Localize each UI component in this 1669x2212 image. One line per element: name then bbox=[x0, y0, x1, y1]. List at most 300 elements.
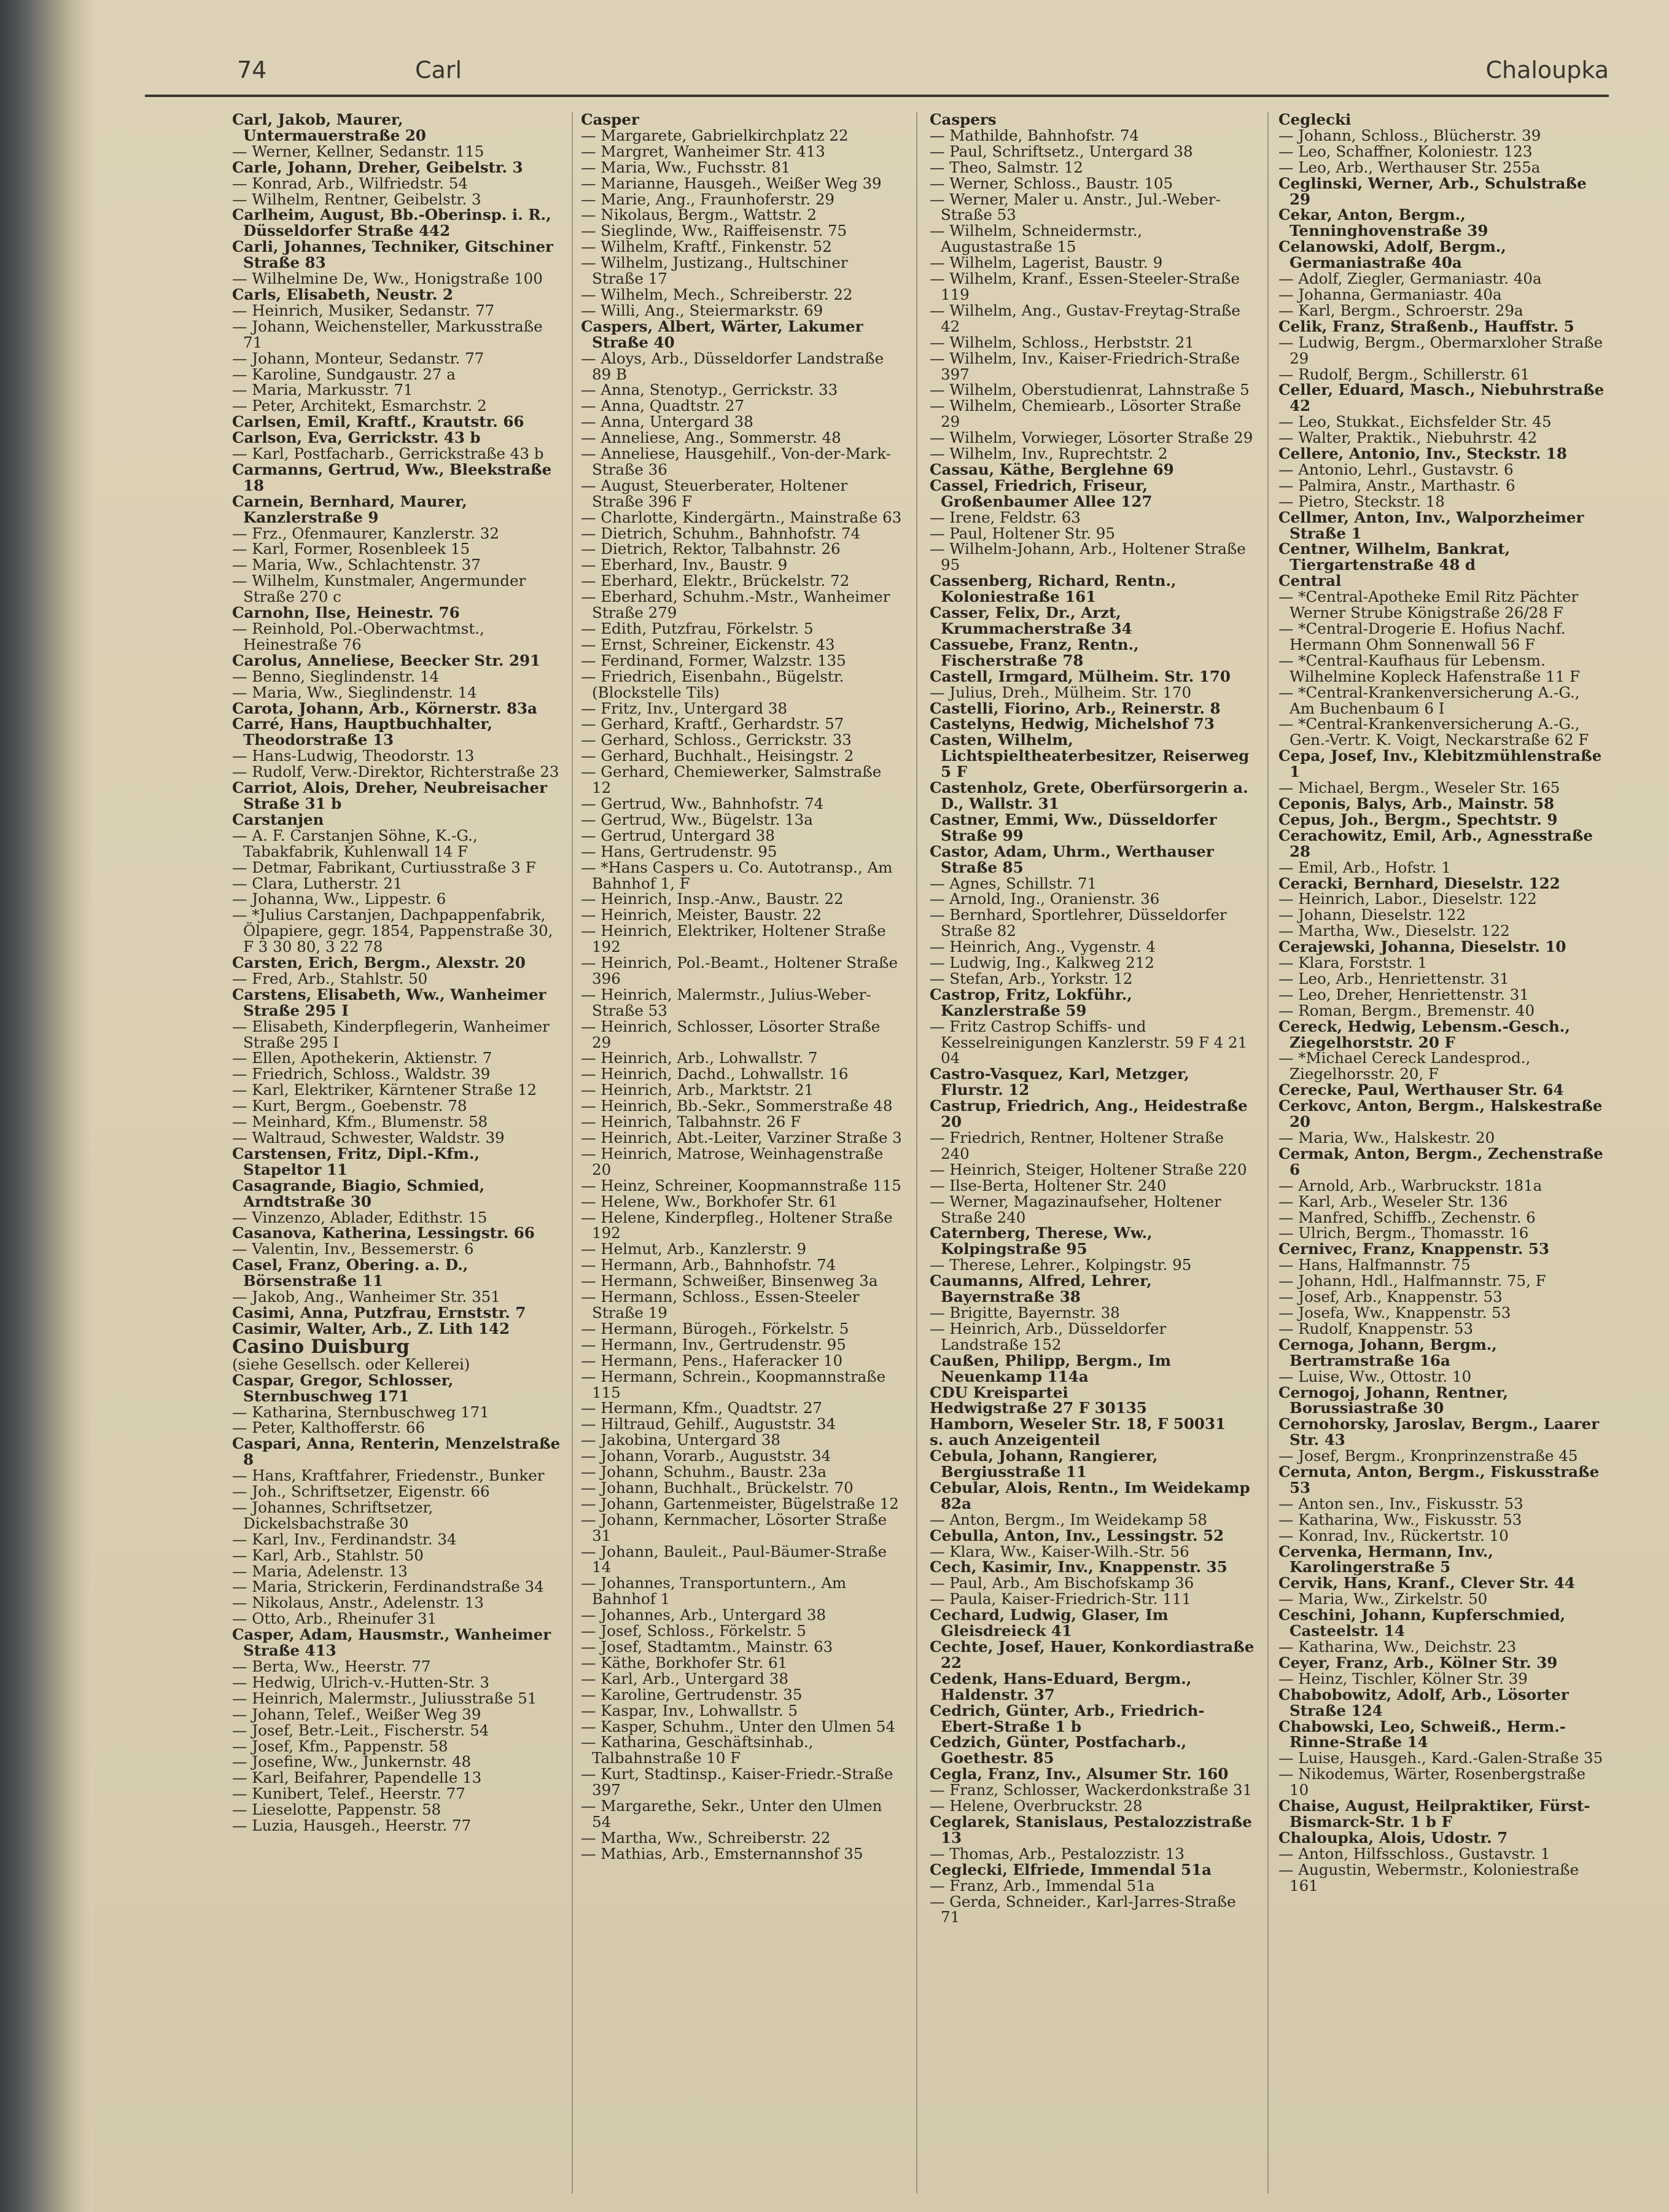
directory-entry: Castro-Vasquez, Karl, Metzger, Flurstr. 12 bbox=[930, 1065, 1189, 1099]
directory-entry: — Margarete, Gabrielkirchplatz 22 bbox=[581, 126, 849, 144]
directory-entry: Hamborn, Weseler Str. 18, F 50031 bbox=[930, 1415, 1226, 1433]
directory-entry: — Stefan, Arb., Yorkstr. 12 bbox=[930, 969, 1133, 987]
directory-entry: — Maria, Adelenstr. 13 bbox=[232, 1562, 408, 1580]
directory-entry: — Johannes, Schriftsetzer, Dickelsbachstraße 30 bbox=[232, 1498, 434, 1532]
directory-entry: — Wilhelm, Mech., Schreiberstr. 22 bbox=[581, 285, 853, 303]
directory-entry: — Gerda, Schneider., Karl-Jarres-Straße 71 bbox=[930, 1892, 1236, 1926]
directory-entry: — Heinrich, Schlosser, Lösorter Straße 29 bbox=[581, 1017, 881, 1051]
directory-entry: — Gertrud, Ww., Bügelstr. 13a bbox=[581, 810, 813, 828]
directory-entry: — Werner, Maler u. Anstr., Jul.-Weber-Straße 53 bbox=[930, 190, 1221, 224]
directory-entry: — Nikolaus, Anstr., Adelenstr. 13 bbox=[232, 1594, 484, 1612]
directory-entry: — Karl, Arb., Weseler Str. 136 bbox=[1278, 1192, 1508, 1210]
directory-entry: Cereck, Hedwig, Lebensm.-Gesch., Ziegelhorststr. 20 F bbox=[1278, 1017, 1570, 1051]
directory-entry: — Anton, Hilfsschloss., Gustavstr. 1 bbox=[1278, 1844, 1550, 1863]
directory-entry: — Emil, Arb., Hofstr. 1 bbox=[1278, 858, 1451, 876]
directory-entry: — Maria, Strickerin, Ferdinandstraße 34 bbox=[232, 1578, 544, 1596]
directory-entry: — Johannes, Arb., Untergard 38 bbox=[581, 1606, 827, 1624]
directory-entry: — Hans, Kraftfahrer, Friedenstr., Bunker bbox=[232, 1466, 545, 1485]
directory-entry: — Eberhard, Inv., Baustr. 9 bbox=[581, 556, 788, 574]
directory-entry: Carlson, Eva, Gerrickstr. 43 b bbox=[232, 429, 481, 447]
directory-entry: — Hermann, Kfm., Quadtstr. 27 bbox=[581, 1399, 822, 1417]
directory-entry: — Anton sen., Inv., Fiskusstr. 53 bbox=[1278, 1494, 1523, 1513]
directory-entry: — Berta, Ww., Heerstr. 77 bbox=[232, 1657, 431, 1675]
directory-entry: — Vinzenzo, Ablader, Edithstr. 15 bbox=[232, 1208, 488, 1226]
directory-entry: — Johann, Monteur, Sedanstr. 77 bbox=[232, 349, 484, 367]
directory-entry: — Gertrud, Untergard 38 bbox=[581, 826, 775, 844]
directory-entry: — Leo, Schaffner, Koloniestr. 123 bbox=[1278, 142, 1533, 160]
directory-entry: — Paul, Holtener Str. 95 bbox=[930, 524, 1115, 542]
directory-entry: — Werner, Schloss., Baustr. 105 bbox=[930, 174, 1173, 192]
directory-entry: — Karoline, Sundgaustr. 27 a bbox=[232, 365, 456, 383]
directory-entry: Casper bbox=[581, 112, 639, 128]
directory-entry: — Wilhelm, Kranf., Essen-Steeler-Straße 119 bbox=[930, 270, 1240, 303]
directory-entry: — Edith, Putzfrau, Förkelstr. 5 bbox=[581, 620, 814, 637]
directory-entry: — Wilhelm, Inv., Ruprechtstr. 2 bbox=[930, 445, 1168, 463]
directory-entry: Carnohn, Ilse, Heinestr. 76 bbox=[232, 604, 460, 622]
directory-entry: — Konrad, Inv., Rückertstr. 10 bbox=[1278, 1526, 1509, 1544]
directory-entry: Cassenberg, Richard, Rentn., Koloniestraße 161 bbox=[930, 572, 1177, 606]
directory-entry: — Maria, Markusstr. 71 bbox=[232, 381, 413, 399]
directory-entry: Caspers bbox=[930, 112, 997, 128]
directory-entry: — Kurt, Stadtinsp., Kaiser-Friedr.-Straße 397 bbox=[581, 1765, 893, 1799]
directory-entry: — Maria, Ww., Halskestr. 20 bbox=[1278, 1129, 1495, 1147]
directory-entry: — Heinz, Tischler, Kölner Str. 39 bbox=[1278, 1669, 1528, 1688]
directory-entry: — Leo, Arb., Werthauser Str. 255a bbox=[1278, 158, 1541, 176]
directory-entry: — Bernhard, Sportlehrer, Düsseldorfer Straße 82 bbox=[930, 906, 1227, 940]
directory-entry: Casper, Adam, Hausmstr., Wanheimer Straße 413 bbox=[232, 1626, 551, 1660]
directory-entry: — Heinz, Schreiner, Koopmannstraße 115 bbox=[581, 1176, 901, 1194]
directory-entry: Casagrande, Biagio, Schmied, Arndtstraße 30 bbox=[232, 1176, 485, 1210]
directory-entry: — Margret, Wanheimer Str. 413 bbox=[581, 142, 825, 160]
directory-entry: — Anna, Stenotyp., Gerrickstr. 33 bbox=[581, 381, 838, 399]
directory-entry: — Irene, Feldstr. 63 bbox=[930, 508, 1081, 526]
directory-entry: — Hermann, Schrein., Koopmannstraße 115 bbox=[581, 1367, 886, 1401]
directory-entry: Carriot, Alois, Dreher, Neubreisacher Straße 31 b bbox=[232, 779, 547, 812]
directory-entry: Casino Duisburg bbox=[232, 1335, 410, 1358]
directory-entry: Caußen, Philipp, Bergm., Im Neuenkamp 114a bbox=[930, 1351, 1171, 1385]
directory-entry: — Heinrich, Dachd., Lohwallstr. 16 bbox=[581, 1065, 849, 1083]
directory-entry: — Karl, Postfacharb., Gerrickstraße 43 b bbox=[232, 445, 544, 463]
directory-entry: Cernuta, Anton, Bergm., Fiskusstraße 53 bbox=[1278, 1463, 1600, 1497]
directory-entry: — Leo, Stukkat., Eichsfelder Str. 45 bbox=[1278, 413, 1552, 431]
directory-entry: Casel, Franz, Obering. a. D., Börsenstraße 11 bbox=[232, 1256, 469, 1290]
directory-entry: Central bbox=[1278, 572, 1342, 590]
directory-entry: — Helene, Ww., Borkhofer Str. 61 bbox=[581, 1192, 838, 1210]
directory-entry: Chabowski, Leo, Schweiß., Herm.-Rinne-Straße 14 bbox=[1278, 1717, 1566, 1751]
directory-entry: Cekar, Anton, Bergm., Tenninghovenstraße 39 bbox=[1278, 206, 1488, 240]
directory-entry: Cepa, Josef, Inv., Klebitzmühlenstraße 1 bbox=[1278, 747, 1602, 781]
directory-entry: — Reinhold, Pol.-Oberwachtmst., Heinestraße 76 bbox=[232, 620, 484, 653]
directory-entry: — Heinrich, Ang., Vygenstr. 4 bbox=[930, 938, 1156, 956]
directory-entry: Carle, Johann, Dreher, Geibelstr. 3 bbox=[232, 158, 523, 176]
directory-entry: — Fritz Castrop Schiffs- und Kesselreinigungen Kanzlerstr. 59 F 4 21 04 bbox=[930, 1017, 1248, 1067]
directory-entry: Chaloupka, Alois, Udostr. 7 bbox=[1278, 1828, 1508, 1847]
directory-entry: Carli, Johannes, Techniker, Gitschiner Straße 83 bbox=[232, 238, 553, 272]
directory-entry: Castelli, Fiorino, Arb., Reinerstr. 8 bbox=[930, 699, 1221, 717]
directory-entry: Cepus, Joh., Bergm., Spechtstr. 9 bbox=[1278, 810, 1558, 828]
directory-entry: Hedwigstraße 27 F 30135 bbox=[930, 1399, 1147, 1417]
directory-entry: — Adolf, Ziegler, Germaniastr. 40a bbox=[1278, 270, 1542, 288]
column-divider bbox=[572, 112, 573, 2194]
directory-entry: — Leo, Dreher, Henriettenstr. 31 bbox=[1278, 985, 1529, 1003]
directory-entry: — Sieglinde, Ww., Raiffeisenstr. 75 bbox=[581, 222, 847, 240]
directory-entry: — Josef, Arb., Knappenstr. 53 bbox=[1278, 1288, 1503, 1306]
directory-entry: Cernoga, Johann, Bergm., Bertramstraße 16a bbox=[1278, 1335, 1497, 1369]
directory-entry: — Jakob, Ang., Wanheimer Str. 351 bbox=[232, 1288, 500, 1306]
directory-entry: Cech, Kasimir, Inv., Knappenstr. 35 bbox=[930, 1558, 1227, 1576]
directory-entry: — Eberhard, Schuhm.-Mstr., Wanheimer Straße 279 bbox=[581, 588, 890, 622]
directory-entry: — Agnes, Schillstr. 71 bbox=[930, 874, 1097, 892]
directory-entry: — Dietrich, Rektor, Talbahnstr. 26 bbox=[581, 540, 841, 558]
directory-entry: — Franz, Arb., Immendal 51a bbox=[930, 1876, 1155, 1895]
directory-entry: — Johann, Bauleit., Paul-Bäumer-Straße 14 bbox=[581, 1542, 887, 1576]
directory-entry: Carstensen, Fritz, Dipl.-Kfm., Stapeltor 11 bbox=[232, 1144, 480, 1178]
directory-column-1 bbox=[232, 112, 562, 2194]
directory-entry: — Brigitte, Bayernstr. 38 bbox=[930, 1303, 1120, 1322]
directory-entry: Celanowski, Adolf, Bergm., Germaniastraße 40a bbox=[1278, 238, 1506, 272]
directory-entry: — Johann, Dieselstr. 122 bbox=[1278, 906, 1466, 924]
directory-entry: — Hermann, Schweißer, Binsenweg 3a bbox=[581, 1272, 878, 1290]
directory-entry: Ceschini, Johann, Kupferschmied, Casteelstr. 14 bbox=[1278, 1606, 1566, 1640]
directory-entry: — Paul, Arb., Am Bischofskamp 36 bbox=[930, 1574, 1194, 1592]
directory-entry: Carlsen, Emil, Kraftf., Krautstr. 66 bbox=[232, 413, 524, 431]
directory-entry: — Therese, Lehrer., Kolpingstr. 95 bbox=[930, 1256, 1192, 1274]
directory-entry: — Karl, Former, Rosenbleek 15 bbox=[232, 540, 470, 558]
page-number: 74 bbox=[237, 56, 267, 84]
directory-entry: — Arnold, Ing., Oranienstr. 36 bbox=[930, 890, 1160, 908]
directory-entry: — Hans-Ludwig, Theodorstr. 13 bbox=[232, 747, 475, 765]
directory-entry: — Werner, Kellner, Sedanstr. 115 bbox=[232, 142, 484, 160]
directory-entry: — Luzia, Hausgeh., Heerstr. 77 bbox=[232, 1817, 472, 1835]
directory-entry: — Kurt, Bergm., Goebenstr. 78 bbox=[232, 1097, 467, 1115]
directory-entry: — Wilhelmine De, Ww., Honigstraße 100 bbox=[232, 270, 543, 288]
directory-entry: Carl, Jakob, Maurer, Untermauerstraße 20 bbox=[232, 112, 426, 144]
directory-entry: — Karl, Bergm., Schroerstr. 29a bbox=[1278, 301, 1523, 319]
directory-entry: — Franz, Schlosser, Wackerdonkstraße 31 bbox=[930, 1781, 1253, 1799]
directory-entry: Castenholz, Grete, Oberfürsorgerin a. D., Wallstr. 31 bbox=[930, 779, 1248, 812]
directory-entry: — Karl, Beifahrer, Papendelle 13 bbox=[232, 1769, 482, 1787]
directory-entry: — Gerhard, Buchhalt., Heisingstr. 2 bbox=[581, 747, 854, 765]
directory-entry: — Rudolf, Verw.-Direktor, Richterstraße 23 bbox=[232, 763, 559, 781]
directory-entry: — Josef, Schloss., Förkelstr. 5 bbox=[581, 1622, 806, 1640]
directory-entry: — Hermann, Schloss., Essen-Steeler Straße 19 bbox=[581, 1288, 860, 1322]
directory-entry: — Wilhelm, Justizang., Hultschiner Straße 17 bbox=[581, 254, 848, 288]
directory-entry: — Meinhard, Kfm., Blumenstr. 58 bbox=[232, 1113, 488, 1131]
directory-entry: Carmanns, Gertrud, Ww., Bleekstraße 18 bbox=[232, 460, 552, 494]
directory-entry: — Wilhelm, Schneidermstr., Augustastraße 15 bbox=[930, 222, 1143, 256]
directory-entry: — Wilhelm, Chemiearb., Lösorter Straße 29 bbox=[930, 397, 1242, 431]
directory-entry: Castrop, Fritz, Lokführ., Kanzlerstraße 59 bbox=[930, 985, 1132, 1019]
directory-entry: Cerecke, Paul, Werthauser Str. 64 bbox=[1278, 1081, 1564, 1099]
directory-entry: — Willi, Ang., Steiermarkstr. 69 bbox=[581, 301, 823, 319]
directory-entry: — Karoline, Gertrudenstr. 35 bbox=[581, 1685, 803, 1704]
directory-entry: — Benno, Sieglindenstr. 14 bbox=[232, 667, 440, 685]
directory-entry: — A. F. Carstanjen Söhne, K.-G., Tabakfabrik, Kuhlenwall 14 F bbox=[232, 826, 478, 860]
directory-entry: — Otto, Arb., Rheinufer 31 bbox=[232, 1610, 437, 1628]
directory-entry: — Katharina, Sternbuschweg 171 bbox=[232, 1403, 489, 1421]
directory-entry: Cernohorsky, Jaroslav, Bergm., Laarer Str. 43 bbox=[1278, 1415, 1600, 1449]
directory-entry: Chaise, August, Heilpraktiker, Fürst-Bismarck-Str. 1 b F bbox=[1278, 1797, 1590, 1831]
directory-entry: — Josefa, Ww., Knappenstr. 53 bbox=[1278, 1303, 1511, 1322]
directory-entry: — Heinrich, Talbahnstr. 26 F bbox=[581, 1113, 801, 1131]
directory-entry: — Johann, Schuhm., Baustr. 23a bbox=[581, 1463, 827, 1481]
page-header bbox=[145, 50, 1609, 99]
directory-entry: Cebulla, Anton, Inv., Lessingstr. 52 bbox=[930, 1526, 1224, 1544]
directory-entry: — Wilhelm, Kunstmaler, Angermunder Straße 270 c bbox=[232, 572, 526, 606]
directory-entry: — Johann, Schloss., Blücherstr. 39 bbox=[1278, 126, 1541, 144]
directory-entry: Castrup, Friedrich, Ang., Heidestraße 20 bbox=[930, 1097, 1248, 1131]
directory-entry: Caternberg, Therese, Ww., Kolpingstraße 95 bbox=[930, 1224, 1153, 1258]
directory-entry: Cellmer, Anton, Inv., Walporzheimer Straße 1 bbox=[1278, 508, 1584, 542]
directory-entry: Caspar, Gregor, Schlosser, Sternbuschweg 171 bbox=[232, 1371, 454, 1405]
directory-entry: — Joh., Schriftsetzer, Eigenstr. 66 bbox=[232, 1482, 490, 1501]
directory-entry: — Klara, Forststr. 1 bbox=[1278, 954, 1428, 972]
directory-entry: Ceponis, Balys, Arb., Mainstr. 58 bbox=[1278, 794, 1555, 812]
directory-entry: — Theo, Salmstr. 12 bbox=[930, 158, 1083, 176]
directory-entry: — Kaspar, Inv., Lohwallstr. 5 bbox=[581, 1701, 798, 1719]
directory-entry: — Helene, Kinderpfleg., Holtener Straße 192 bbox=[581, 1208, 893, 1242]
directory-entry: — Hermann, Pens., Haferacker 10 bbox=[581, 1351, 843, 1369]
directory-entry: — Anna, Untergard 38 bbox=[581, 413, 753, 431]
directory-entry: Castner, Emmi, Ww., Düsseldorfer Straße 99 bbox=[930, 810, 1217, 844]
directory-entry: — Heinrich, Musiker, Sedanstr. 77 bbox=[232, 301, 495, 319]
directory-entry: — *Julius Carstanjen, Dachpappenfabrik, Ölpapiere, gegr. 1854, Pappenstraße 30, F 3 30 80, 3 22 78 bbox=[232, 906, 553, 956]
header-first-entry: Carl bbox=[415, 56, 462, 84]
directory-entry: Casanova, Katherina, Lessingstr. 66 bbox=[232, 1224, 535, 1242]
directory-entry: — Heinrich, Matrose, Weinhagenstraße 20 bbox=[581, 1144, 884, 1178]
directory-entry: — Heinrich, Malermstr., Julius-Weber-Straße 53 bbox=[581, 985, 871, 1019]
header-rule bbox=[145, 95, 1609, 97]
directory-entry: — Nikodemus, Wärter, Rosenbergstraße 10 bbox=[1278, 1765, 1586, 1799]
directory-entry: — Werner, Magazinaufseher, Holtener Straße 240 bbox=[930, 1192, 1221, 1226]
directory-entry: Cebular, Alois, Rentn., Im Weidekamp 82a bbox=[930, 1478, 1250, 1513]
directory-entry: Ceglarek, Stanislaus, Pestalozzistraße 13 bbox=[930, 1812, 1252, 1847]
directory-entry: — Walter, Praktik., Niebuhrstr. 42 bbox=[1278, 429, 1538, 447]
directory-entry: — Maria, Ww., Fuchsstr. 81 bbox=[581, 158, 791, 176]
directory-entry: Ceracki, Bernhard, Dieselstr. 122 bbox=[1278, 874, 1560, 892]
directory-entry: — Karl, Arb., Untergard 38 bbox=[581, 1669, 788, 1688]
directory-entry: — Konrad, Arb., Wilfriedstr. 54 bbox=[232, 174, 468, 192]
directory-entry: Celik, Franz, Straßenb., Hauffstr. 5 bbox=[1278, 317, 1574, 335]
directory-entry: — Wilhelm-Johann, Arb., Holtener Straße 95 bbox=[930, 540, 1246, 574]
directory-entry: — *Central-Apotheke Emil Ritz Pächter Werner Strube Königstraße 26/28 F bbox=[1278, 588, 1579, 622]
directory-entry: — Josef, Kfm., Pappenstr. 58 bbox=[232, 1737, 448, 1755]
directory-entry: Celler, Eduard, Masch., Niebuhrstraße 42 bbox=[1278, 381, 1605, 415]
directory-entry: Carlheim, August, Bb.-Oberinsp. i. R., Düsseldorfer Straße 442 bbox=[232, 206, 551, 240]
directory-entry: — Ferdinand, Former, Walzstr. 135 bbox=[581, 651, 846, 669]
directory-entry: — Wilhelm, Rentner, Geibelstr. 3 bbox=[232, 190, 481, 208]
directory-entry: Caspers, Albert, Wärter, Lakumer Straße 40 bbox=[581, 317, 863, 351]
directory-entry: — *Central-Drogerie E. Hofius Nachf. Hermann Ohm Sonnenwall 56 F bbox=[1278, 620, 1566, 653]
directory-entry: — Luise, Hausgeh., Kard.-Galen-Straße 35 bbox=[1278, 1749, 1603, 1767]
directory-entry: Cechard, Ludwig, Glaser, Im Gleisdreieck 41 bbox=[930, 1606, 1169, 1640]
directory-entry: Cedrich, Günter, Arb., Friedrich-Ebert-Straße 1 b bbox=[930, 1701, 1205, 1735]
directory-entry: — Heinrich, Arb., Lohwallstr. 7 bbox=[581, 1049, 818, 1067]
directory-entry: Cerajewski, Johanna, Dieselstr. 10 bbox=[1278, 938, 1566, 956]
directory-entry: — *Central-Krankenversicherung A.-G., Gen.-Vertr. K. Voigt, Neckarstraße 62 F bbox=[1278, 715, 1589, 749]
directory-entry: Cellere, Antonio, Inv., Steckstr. 18 bbox=[1278, 445, 1567, 463]
directory-entry: — Anna, Quadtstr. 27 bbox=[581, 397, 744, 415]
directory-entry: — Aloys, Arb., Düsseldorfer Landstraße 89 B bbox=[581, 349, 884, 383]
directory-entry: — Mathilde, Bahnhofstr. 74 bbox=[930, 126, 1139, 144]
directory-entry: Castelyns, Hedwig, Michelshof 73 bbox=[930, 715, 1215, 733]
directory-entry: — Johanna, Germaniastr. 40a bbox=[1278, 285, 1502, 303]
directory-entry: — Wilhelm, Schloss., Herbststr. 21 bbox=[930, 333, 1194, 351]
directory-entry: Carstanjen bbox=[232, 810, 324, 828]
directory-entry: — Katharina, Geschäftsinhab., Talbahnstraße 10 F bbox=[581, 1733, 814, 1767]
directory-entry: — Michael, Bergm., Weseler Str. 165 bbox=[1278, 779, 1560, 797]
directory-entry: — Heinrich, Arb., Düsseldorfer Landstraße 152 bbox=[930, 1319, 1167, 1353]
directory-entry: — Palmira, Anstr., Marthastr. 6 bbox=[1278, 476, 1515, 494]
directory-entry: — Wilhelm, Inv., Kaiser-Friedrich-Straße 397 bbox=[930, 349, 1240, 383]
directory-entry: — Johann, Kernmacher, Lösorter Straße 31 bbox=[581, 1510, 887, 1544]
directory-entry: — Leo, Arb., Henriettenstr. 31 bbox=[1278, 969, 1509, 987]
directory-entry: — Maria, Ww., Zirkelstr. 50 bbox=[1278, 1590, 1488, 1608]
directory-entry: — Heinrich, Pol.-Beamt., Holtener Straße 396 bbox=[581, 954, 898, 987]
directory-entry: — Ludwig, Bergm., Obermarxloher Straße 29 bbox=[1278, 333, 1603, 367]
directory-entry: — Elisabeth, Kinderpflegerin, Wanheimer Straße 295 I bbox=[232, 1017, 550, 1051]
directory-entry: — Maria, Ww., Sieglindenstr. 14 bbox=[232, 683, 477, 701]
directory-entry: Carré, Hans, Hauptbuchhalter, Theodorstraße 13 bbox=[232, 715, 493, 749]
column-divider bbox=[1267, 112, 1269, 2194]
directory-entry: Cebula, Johann, Rangierer, Bergiusstraße 11 bbox=[930, 1447, 1158, 1481]
directory-entry: — Gertrud, Ww., Bahnhofstr. 74 bbox=[581, 794, 824, 812]
directory-entry: Cechte, Josef, Hauer, Konkordiastraße 22 bbox=[930, 1638, 1255, 1672]
directory-entry: — Friedrich, Schloss., Waldstr. 39 bbox=[232, 1065, 491, 1083]
directory-entry: — Waltraud, Schwester, Waldstr. 39 bbox=[232, 1129, 505, 1147]
directory-entry: — Johann, Gartenmeister, Bügelstraße 12 bbox=[581, 1494, 899, 1513]
directory-entry: CDU Kreispartei bbox=[930, 1383, 1068, 1401]
directory-entry: — Lieselotte, Pappenstr. 58 bbox=[232, 1801, 442, 1819]
directory-entry: Chabobowitz, Adolf, Arb., Lösorter Straße 124 bbox=[1278, 1685, 1569, 1719]
directory-entry: — Paula, Kaiser-Friedrich-Str. 111 bbox=[930, 1590, 1191, 1608]
directory-entry: Cedzich, Günter, Postfacharb., Goethestr. 85 bbox=[930, 1733, 1187, 1767]
directory-entry: Cermak, Anton, Bergm., Zechenstraße 6 bbox=[1278, 1144, 1603, 1178]
directory-entry: — Fred, Arb., Stahlstr. 50 bbox=[232, 969, 428, 987]
directory-entry: — Wilhelm, Vorwieger, Lösorter Straße 29 bbox=[930, 429, 1253, 447]
directory-entry: — Gerhard, Schloss., Gerrickstr. 33 bbox=[581, 731, 852, 749]
directory-entry: — Klara, Ww., Kaiser-Wilh.-Str. 56 bbox=[930, 1542, 1189, 1560]
directory-entry: Casimi, Anna, Putzfrau, Ernststr. 7 bbox=[232, 1303, 526, 1322]
directory-entry: Cernivec, Franz, Knappenstr. 53 bbox=[1278, 1240, 1550, 1258]
directory-entry: — Johann, Telef., Weißer Weg 39 bbox=[232, 1705, 481, 1723]
directory-entry: Ceglinski, Werner, Arb., Schulstraße 29 bbox=[1278, 174, 1587, 208]
directory-entry: Caumanns, Alfred, Lehrer, Bayernstraße 38 bbox=[930, 1272, 1152, 1306]
directory-entry: — Ernst, Schreiner, Eickenstr. 43 bbox=[581, 635, 835, 653]
directory-entry: — Josef, Betr.-Leit., Fischerstr. 54 bbox=[232, 1721, 489, 1739]
directory-entry: — Mathias, Arb., Emsternannshof 35 bbox=[581, 1844, 863, 1863]
directory-entry: — Johannes, Transportuntern., Am Bahnhof 1 bbox=[581, 1574, 847, 1608]
directory-entry: — Hedwig, Ulrich-v.-Hutten-Str. 3 bbox=[232, 1673, 489, 1691]
directory-entry: Centner, Wilhelm, Bankrat, Tiergartenstraße 48 d bbox=[1278, 540, 1511, 574]
directory-entry: — Martha, Ww., Schreiberstr. 22 bbox=[581, 1828, 831, 1847]
header-last-entry: Chaloupka bbox=[1485, 56, 1609, 84]
directory-entry: — Johann, Weichensteller, Markusstraße 71 bbox=[232, 317, 543, 351]
directory-entry: Ceglecki, Elfriede, Immendal 51a bbox=[930, 1860, 1212, 1879]
directory-entry: — Karl, Inv., Ferdinandstr. 34 bbox=[232, 1530, 457, 1548]
directory-entry: — August, Steuerberater, Holtener Straße 396 F bbox=[581, 476, 848, 510]
directory-entry: — Anneliese, Hausgehilf., Von-der-Mark-Straße 36 bbox=[581, 445, 891, 478]
directory-entry: — Detmar, Fabrikant, Curtiusstraße 3 F bbox=[232, 858, 536, 876]
directory-entry: Ceyer, Franz, Arb., Kölner Str. 39 bbox=[1278, 1653, 1558, 1672]
directory-entry: — Eberhard, Elektr., Brückelstr. 72 bbox=[581, 572, 850, 590]
directory-entry: — Martha, Ww., Dieselstr. 122 bbox=[1278, 922, 1510, 940]
book-binding bbox=[0, 0, 92, 2212]
directory-entry: Cervik, Hans, Kranf., Clever Str. 44 bbox=[1278, 1574, 1575, 1592]
directory-entry: Cassau, Käthe, Berglehne 69 bbox=[930, 460, 1174, 478]
directory-entry: — Ellen, Apothekerin, Aktienstr. 7 bbox=[232, 1049, 492, 1067]
directory-entry: — Augustin, Webermstr., Koloniestraße 161 bbox=[1278, 1860, 1579, 1895]
directory-entry: — Helmut, Arb., Kanzlerstr. 9 bbox=[581, 1240, 807, 1258]
directory-entry: Cerachowitz, Emil, Arb., Agnesstraße 28 bbox=[1278, 826, 1593, 860]
directory-entry: — Charlotte, Kindergärtn., Mainstraße 63 bbox=[581, 508, 902, 526]
directory-entry: — *Central-Krankenversicherung A.-G., Am Buchenbaum 6 I bbox=[1278, 683, 1580, 717]
directory-entry: — Josefine, Ww., Junkernstr. 48 bbox=[232, 1753, 472, 1771]
directory-entry: — Wilhelm, Oberstudienrat, Lahnstraße 5 bbox=[930, 381, 1250, 399]
directory-entry: — Karl, Elektriker, Kärntener Straße 12 bbox=[232, 1081, 537, 1099]
directory-entry: — Arnold, Arb., Warbruckstr. 181a bbox=[1278, 1176, 1543, 1194]
directory-entry: — Katharina, Ww., Fiskusstr. 53 bbox=[1278, 1510, 1522, 1529]
directory-entry: — Heinrich, Steiger, Holtener Straße 220 bbox=[930, 1160, 1247, 1178]
directory-entry: — Ludwig, Ing., Kalkweg 212 bbox=[930, 954, 1154, 972]
directory-entry: — Antonio, Lehrl., Gustavstr. 6 bbox=[1278, 460, 1514, 478]
directory-entry: — Clara, Lutherstr. 21 bbox=[232, 874, 403, 892]
directory-entry: — Kasper, Schuhm., Unter den Ulmen 54 bbox=[581, 1717, 895, 1735]
directory-entry: — Hiltraud, Gehilf., Auguststr. 34 bbox=[581, 1415, 836, 1433]
directory-entry: Cernogoj, Johann, Rentner, Borussiastraße 30 bbox=[1278, 1383, 1508, 1417]
directory-entry: Casser, Felix, Dr., Arzt, Krummacherstraße 34 bbox=[930, 604, 1132, 637]
directory-entry: — Maria, Ww., Schlachtenstr. 37 bbox=[232, 556, 481, 574]
directory-entry: — Gerhard, Chemiewerker, Salmstraße 12 bbox=[581, 763, 882, 797]
column-divider bbox=[916, 112, 917, 2194]
directory-entry: — Nikolaus, Bergm., Wattstr. 2 bbox=[581, 206, 817, 224]
directory-entry: Carolus, Anneliese, Beecker Str. 291 bbox=[232, 651, 541, 669]
directory-entry: — Julius, Dreh., Mülheim. Str. 170 bbox=[930, 683, 1192, 701]
directory-entry: — Hans, Halfmannstr. 75 bbox=[1278, 1256, 1471, 1274]
directory-entry: — Hans, Gertrudenstr. 95 bbox=[581, 842, 777, 860]
directory-entry: Casten, Wilhelm, Lichtspieltheaterbesitzer, Reiserweg 5 F bbox=[930, 731, 1250, 781]
directory-entry: — Fritz, Inv., Untergard 38 bbox=[581, 699, 788, 717]
directory-entry: — Heinrich, Malermstr., Juliusstraße 51 bbox=[232, 1689, 537, 1707]
directory-entry: Caspari, Anna, Renterin, Menzelstraße 8 bbox=[232, 1435, 561, 1469]
directory-column-3 bbox=[930, 112, 1256, 2194]
directory-entry: — Wilhelm, Lagerist, Baustr. 9 bbox=[930, 254, 1163, 272]
directory-entry: — Johann, Vorarb., Auguststr. 34 bbox=[581, 1447, 831, 1465]
directory-entry: — Hermann, Bürogeh., Förkelstr. 5 bbox=[581, 1319, 849, 1338]
directory-entry: — Anton, Bergm., Im Weidekamp 58 bbox=[930, 1510, 1207, 1529]
directory-entry: — Heinrich, Elektriker, Holtener Straße 192 bbox=[581, 922, 886, 956]
directory-entry: — Josef, Bergm., Kronprinzenstraße 45 bbox=[1278, 1447, 1578, 1465]
directory-entry: — Pietro, Steckstr. 18 bbox=[1278, 492, 1445, 510]
directory-entry: — Katharina, Ww., Deichstr. 23 bbox=[1278, 1638, 1517, 1656]
directory-entry: — Friedrich, Eisenbahn., Bügelstr. (Blockstelle Tils) bbox=[581, 667, 844, 701]
directory-entry: — Hermann, Inv., Gertrudenstr. 95 bbox=[581, 1335, 846, 1353]
directory-entry: — Rudolf, Bergm., Schillerstr. 61 bbox=[1278, 365, 1530, 383]
directory-entry: Cerkovc, Anton, Bergm., Halskestraße 20 bbox=[1278, 1097, 1603, 1131]
directory-entry: — Karl, Arb., Stahlstr. 50 bbox=[232, 1546, 424, 1564]
directory-entry: — Jakobina, Untergard 38 bbox=[581, 1431, 780, 1449]
directory-entry: Ceglecki bbox=[1278, 112, 1352, 128]
directory-entry: — Heinrich, Labor., Dieselstr. 122 bbox=[1278, 890, 1537, 908]
directory-entry: — Käthe, Borkhofer Str. 61 bbox=[581, 1653, 788, 1672]
directory-entry: Carota, Johann, Arb., Körnerstr. 83a bbox=[232, 699, 537, 717]
directory-entry: — Marianne, Hausgeh., Weißer Weg 39 bbox=[581, 174, 882, 192]
directory-entry: Cassel, Friedrich, Friseur, Großenbaumer Allee 127 bbox=[930, 476, 1153, 510]
directory-entry: — Ilse-Berta, Holtener Str. 240 bbox=[930, 1176, 1167, 1194]
directory-entry: — Marie, Ang., Fraunhoferstr. 29 bbox=[581, 190, 834, 208]
directory-entry: — Peter, Kalthofferstr. 66 bbox=[232, 1419, 426, 1437]
directory-entry: — *Central-Kaufhaus für Lebensm. Wilhelmine Kopleck Hafenstraße 11 F bbox=[1278, 651, 1581, 685]
